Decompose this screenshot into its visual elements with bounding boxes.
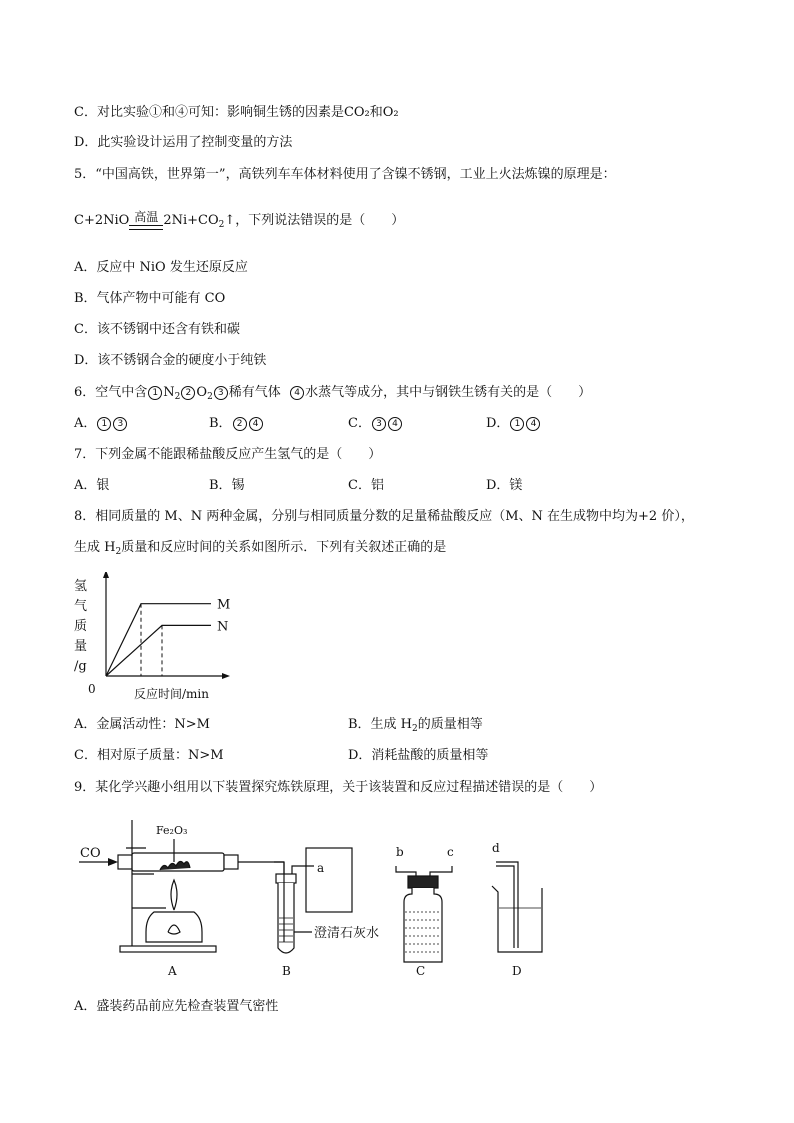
circled-3-icon: 3 [214,386,228,400]
caption-d: D [512,964,522,978]
circled-2-icon: 2 [233,417,247,431]
q6-n2: N [163,385,175,400]
q8-hydrogen-chart [70,572,240,704]
q4-option-c: C．对比实验①和④可知：影响铜生锈的因素是CO₂和O₂ [74,105,399,120]
q6-b-label: B． [209,416,232,431]
q6-c-label: C． [348,416,371,431]
q6-option-a [74,415,128,433]
q9-apparatus-figure [74,812,554,984]
q5-eq-sub2: 2 [218,220,225,230]
series-line-n [106,625,211,676]
label-c: c [447,845,454,859]
q5-eq-double-bar [129,225,163,230]
q5-stem: 5．“中国高铁，世界第一”，高铁列车车体材料使用了含镍不锈钢，工业上火法炼镍的原理是： [74,167,616,182]
q7-option-b: B．锡 [209,478,245,493]
q6-vapor: 水蒸气等成分，其中与钢铁生锈有关的是（ ） [305,385,592,400]
x-axis-label: 反应时间/min [134,687,209,701]
q6-stem: 6．空气中含 1 $N_2$ 2 $O_2$ 3 稀有气体 4 水蒸气等成分，其中与钢铁生锈有关的是（ ） [74,385,592,402]
q5-eq-tail: ↑，下列说法错误的是（ ） [224,213,405,228]
q8-option-a: A．金属活动性：N>M [74,717,210,732]
series-line-m [106,604,211,676]
q5-option-b: B．气体产物中可能有 CO [74,291,226,306]
q8-stem-line1: 8．相同质量的 M、N 两种金属，分别与相同质量分数的足量稀盐酸反应（M、N 在生成物中均为+2 价）， [74,509,694,524]
q9-option-a: A．盛装药品前应先检查装置气密性 [74,999,279,1014]
q5-eq-right: 2Ni+CO [163,213,219,228]
c-stopper [408,876,438,888]
b-stopper [276,874,296,883]
q6-option-b [209,415,264,433]
q8-b-pre: B．生成 H [348,717,413,732]
q7-stem: 7．下列金属不能跟稀盐酸反应产生氢气的是（ ） [74,447,382,462]
apparatus-d [492,841,542,978]
circled-1-icon: 1 [510,417,524,431]
circled-1-icon: 1 [148,386,162,400]
y-axis-label-char: /g [74,659,87,674]
y-axis-label-char: 量 [74,639,88,654]
d-tube [496,862,518,948]
q6-rare: 稀有气体 [228,385,281,400]
q6-o2: O [196,385,208,400]
d-tube-inner [496,866,514,948]
caption-a: A [168,964,177,978]
q8-line2-post: 质量和反应时间的关系如图所示．下列有关叙述正确的是 [121,540,447,555]
fe2o3-label: Fe₂O₃ [156,824,188,837]
q5-option-a: A．反应中 NiO 发生还原反应 [74,260,248,275]
circled-2-icon: 2 [181,386,195,400]
apparatus-b [276,848,379,978]
circled-4-icon: 4 [388,417,402,431]
caption-c: C [416,964,426,978]
q7-option-a: A．银 [74,478,110,493]
circled-4-icon: 4 [526,417,540,431]
q8-line2-pre: 生成 H [74,540,116,555]
series-label-m: M [217,597,231,613]
lamp-flame [171,880,177,910]
stand-base [120,946,216,952]
circled-3-icon: 3 [113,417,127,431]
y-axis-label-char: 气 [74,599,88,614]
alcohol-lamp [146,912,202,942]
q7-option-c: C．铝 [348,478,384,493]
q9-stem: 9．某化学兴趣小组用以下装置探究炼铁原理，关于该装置和反应过程描述错误的是（ ） [74,780,603,795]
q5-equation [74,212,404,230]
q4-option-d: D．此实验设计运用了控制变量的方法 [74,135,293,150]
label-a: a [317,861,325,875]
q8-option-c: C．相对原子质量：N>M [74,748,224,763]
label-d: d [492,841,500,855]
circled-3-icon: 3 [372,417,386,431]
q6-a-label: A． [74,416,97,431]
y-axis-label-char: 质 [74,619,88,634]
apparatus-a [79,820,284,978]
d-beaker [492,886,542,952]
q7-option-d: D．镁 [486,478,523,493]
series-label-n: N [217,619,229,635]
origin-label: 0 [88,682,96,696]
balloon-box [306,848,352,912]
q6-pre: 6．空气中含 [74,385,148,400]
q5-eq-left: C+2NiO [74,213,130,228]
stopper-right [224,855,238,869]
apparatus-c [396,845,454,978]
q8-stem-line2: 生成 $H_2$质量和反应时间的关系如图所示．下列有关叙述正确的是 [74,540,447,557]
q6-option-c [348,415,403,433]
q8-b-post: 的质量相等 [417,717,483,732]
q6-option-d [486,415,541,433]
label-b: b [396,845,404,859]
q6-d-label: D． [486,416,510,431]
c-bottle [404,888,442,962]
co-arrow-head [108,858,118,866]
q5-eq-condition-text: 高温 [134,210,159,224]
q8-option-b: B．生成 $H_2$的质量相等 [348,717,483,734]
y-axis-label-char: 氢 [74,579,88,594]
circled-1-icon: 1 [97,417,111,431]
q8-option-d: D．消耗盐酸的质量相等 [348,748,489,763]
co-label: CO [80,846,101,861]
circled-4-icon: 4 [249,417,263,431]
x-axis-arrow [222,673,230,679]
caption-b: B [282,964,291,978]
q5-option-d: D．该不锈钢合金的硬度小于纯铁 [74,353,267,368]
y-axis-arrow [103,572,109,578]
circled-4-icon: 4 [290,386,304,400]
limewater-label: 澄清石灰水 [314,926,380,941]
q5-option-c: C．该不锈钢中还含有铁和碳 [74,322,240,337]
